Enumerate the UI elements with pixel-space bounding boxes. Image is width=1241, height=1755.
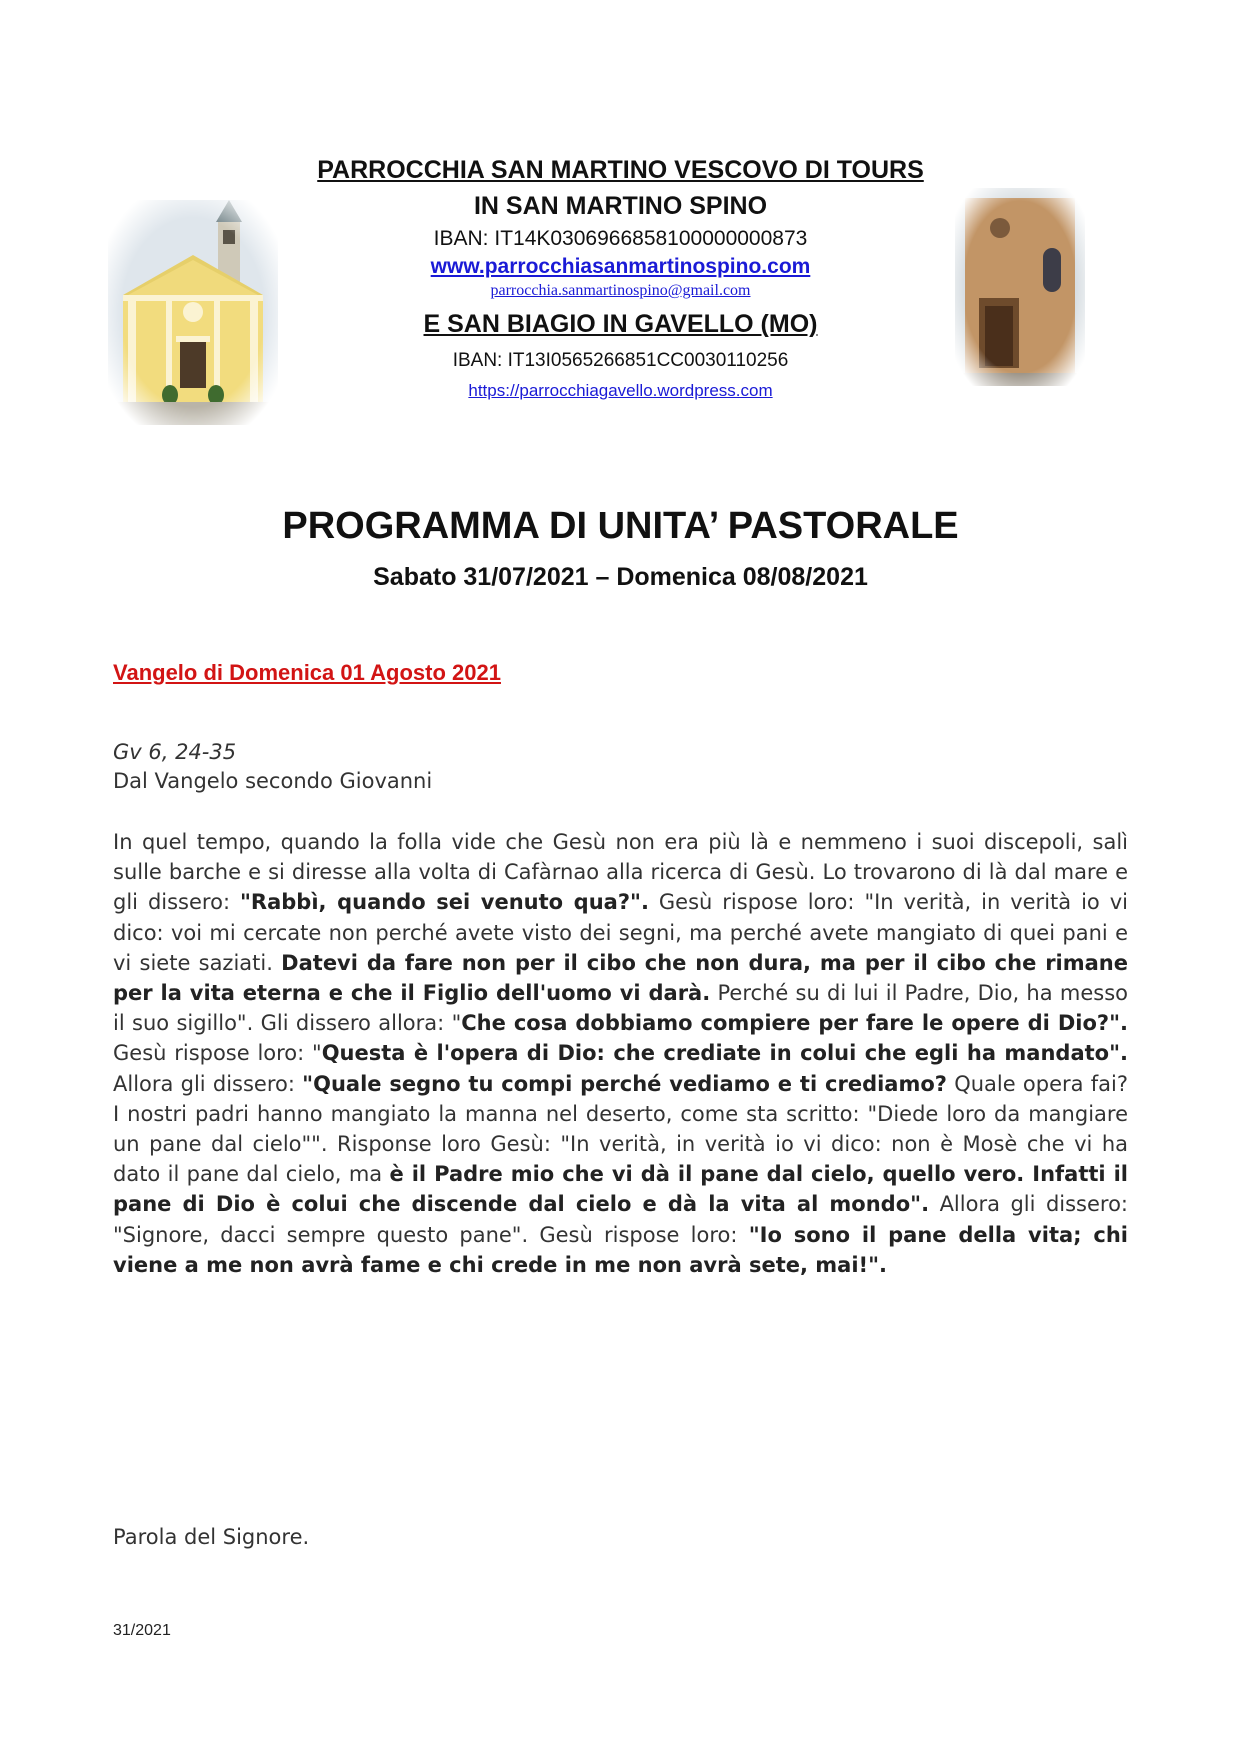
gospel-segment: Perché su di lui il Padre, Dio, ha messo il suo sigillo". Gli dissero allora: " xyxy=(113,981,1128,1036)
parish-location: IN SAN MARTINO SPINO xyxy=(473,192,768,220)
email-link[interactable]: parrocchia.sanmartinospino@gmail.com xyxy=(490,282,751,299)
iban-san-martino: IBAN: IT14K0306966858100000000873 xyxy=(433,227,808,250)
gospel-bold-segment: Questa è l'opera di Dio: che crediate in colui che egli ha mandato". xyxy=(321,1041,1128,1066)
gospel-reference: Gv 6, 24-35 xyxy=(113,740,237,764)
gospel-text xyxy=(113,827,1128,1280)
gospel-bold-segment: "Rabbì, quando sei venuto qua?". xyxy=(239,890,649,915)
church-san-martino-image xyxy=(108,200,278,425)
church-san-biagio-image xyxy=(955,188,1085,386)
parish-san-biagio: E SAN BIAGIO IN GAVELLO (MO) xyxy=(423,310,818,338)
gospel-segment: Allora gli dissero: xyxy=(113,1071,303,1096)
program-title: PROGRAMMA DI UNITA’ PASTORALE xyxy=(282,505,959,547)
gospel-segment: Quale opera fai? I nostri padri hanno mangiato la manna nel deserto, come sta scritto: "Diede loro da mangiare un pane dal cielo"". Risponse loro Gesù: "In verità, in verità io vi dico: non è Mosè che vi ha dato il pane dal cielo, ma xyxy=(113,1071,1128,1187)
gospel-closing: Parola del Signore. xyxy=(113,1525,310,1549)
iban-gavello: IBAN: IT13I0565266851CC0030110256 xyxy=(452,350,789,371)
gospel-segment: Gesù rispose loro: "In verità, in verità io vi dico: voi mi cercate non perché avete visto dei segni, ma perché avete mangiato di quei pani e vi siete saziati. xyxy=(113,890,1128,975)
page-code: 31/2021 xyxy=(113,1622,171,1639)
gavello-website-link[interactable]: https://parrocchiagavello.wordpress.com xyxy=(468,381,773,400)
gospel-heading: Vangelo di Domenica 01 Agosto 2021 xyxy=(113,660,501,685)
gospel-bold-segment: Datevi da fare non per il cibo che non dura, ma per il cibo che rimane per la vita eterna e che il Figlio dell'uomo vi darà. xyxy=(113,950,1129,1006)
gospel-bold-segment: Che cosa dobbiamo compiere per fare le opere di Dio?". xyxy=(461,1011,1128,1036)
parish-name: PARROCCHIA SAN MARTINO VESCOVO DI TOURS xyxy=(317,156,924,184)
gospel-segment: In quel tempo, quando la folla vide che Gesù non era più là e nemmeno i suoi discepoli, salì sulle barche e si diresse alla volta di Cafàrnao alla ricerca di Gesù. Lo trovarono di là dal mare e gli dissero: xyxy=(113,830,1128,915)
gospel-segment: Gesù rispose loro: " xyxy=(113,1041,322,1066)
gospel-source: Dal Vangelo secondo Giovanni xyxy=(113,769,433,793)
gospel-bold-segment: "Quale segno tu compi perché vediamo e ti crediamo? xyxy=(302,1071,947,1096)
website-link[interactable]: www.parrocchiasanmartinospino.com xyxy=(430,255,811,278)
program-dates: Sabato 31/07/2021 – Domenica 08/08/2021 xyxy=(373,563,868,591)
gospel-segment: Allora gli dissero: "Signore, dacci sempre questo pane". Gesù rispose loro: xyxy=(113,1192,1129,1247)
gospel-bold-segment: è il Padre mio che vi dà il pane dal cielo, quello vero. Infatti il pane di Dio è colui che discende dal cielo e dà la vita al mondo". xyxy=(113,1162,1128,1217)
gospel-bold-segment: "Io sono il pane della vita; chi viene a me non avrà fame e chi crede in me non avrà sete, mai!". xyxy=(113,1222,1128,1277)
